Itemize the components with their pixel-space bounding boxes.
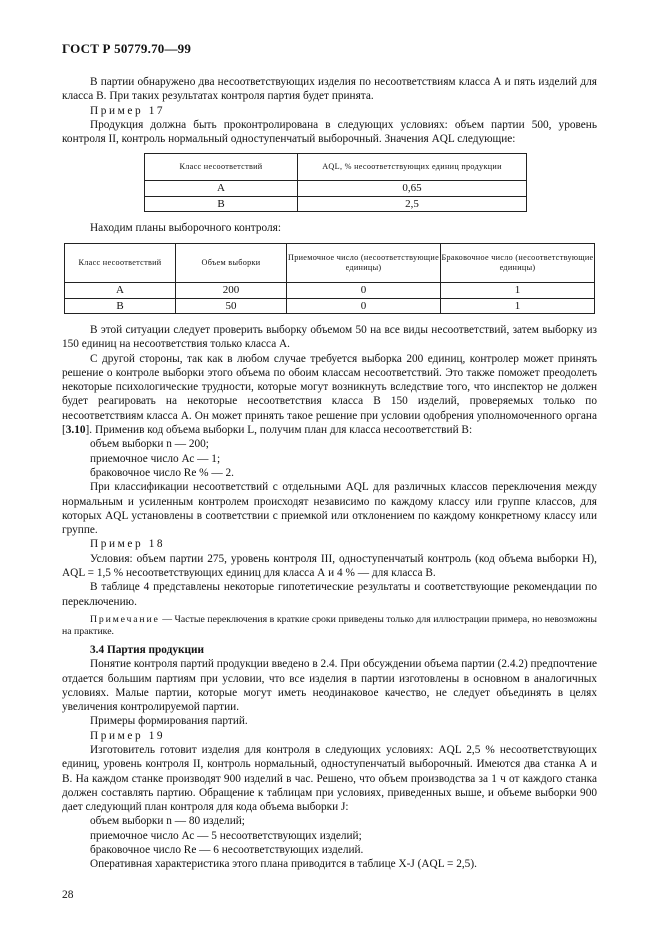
text-span: ]. Применив код объема выборки L, получим план для класса несоответствий В: xyxy=(85,424,473,437)
table-cell: 50 xyxy=(176,298,287,313)
example-heading: Пример 19 xyxy=(90,729,166,742)
example-heading: Пример 17 xyxy=(90,104,166,117)
table-cell: В xyxy=(145,196,298,211)
paragraph: В этой ситуации следует проверить выборку объемом 50 на все виды несоответствий, затем выборку из 150 единиц на несоответствия только класса А. xyxy=(62,323,597,351)
paragraph: Оперативная характеристика этого плана приводится в таблице X-J (AQL = 2,5). xyxy=(90,858,477,871)
table-cell: 0 xyxy=(287,298,441,313)
paragraph: При классификации несоответствий с отдельными AQL для различных классов переключения между нормальным и усиленным контролем происходят независимо по каждому классу или группе классов, для которых AQL установлены в соответствии с приемкой или отклонением по каждому конкретному классу или группе. xyxy=(62,481,597,537)
reference-link: 3.10 xyxy=(65,424,86,437)
paragraph: В таблице 4 представлены некоторые гипотетические результаты и соответствующие рекомендации по переключению. xyxy=(62,581,597,608)
paragraph: Условия: объем партии 275, уровень контроля III, одноступенчатый контроль (код объема выборки Н), AQL = 1,5 % несоответствующих единиц для класса А и 4 % — для класса В. xyxy=(62,552,597,580)
table-cell: А xyxy=(145,181,298,196)
list-item: приемочное число Ас — 5 несоответствующих изделий; xyxy=(90,829,362,842)
list-item: браковочное число Re — 6 несоответствующих изделий. xyxy=(90,844,364,857)
table-cell: В xyxy=(65,298,176,313)
paragraph: Находим планы выборочного контроля: xyxy=(90,222,281,235)
paragraph xyxy=(62,352,597,438)
table-header-cell: Браковочное число (несоответствующие единицы) xyxy=(441,244,595,283)
table-header-cell: Приемочное число (несоответствующие единицы) xyxy=(287,244,441,283)
sampling-plan-table xyxy=(64,243,595,314)
table-header-cell: Класс несоответствий xyxy=(145,154,298,181)
paragraph: Продукция должна быть проконтролирована в следующих условиях: объем партии 500, уровень контроля II, контроль нормальный одноступенчатый выборочный. Значения AQL следующие: xyxy=(62,118,597,146)
page-content xyxy=(62,75,597,872)
section-heading: 3.4 Партия продукции xyxy=(90,643,205,656)
table-row xyxy=(65,298,595,313)
table-header-cell: AQL, % несоответствующих единиц продукции xyxy=(298,154,527,181)
table-cell: 1 xyxy=(441,298,595,313)
list-item: объем выборки n — 200; xyxy=(90,438,209,451)
aql-table xyxy=(144,153,527,212)
paragraph: Понятие контроля партий продукции введено в 2.4. При обсуждении объема партии (2.4.2) предпочтение отдается большим партиям при условии, что все изделия в партии изготовлены в основном в аналогичных условиях. Малые партии, которые могут иметь неодинаковое качество, не следует объединять в целях увеличения контролируемой партии. xyxy=(62,658,597,714)
table-row xyxy=(145,181,527,196)
list-item: объем выборки n — 80 изделий; xyxy=(90,815,245,828)
example-heading: Пример 18 xyxy=(90,538,166,551)
page-number: 28 xyxy=(62,889,74,901)
table-row xyxy=(65,283,595,298)
paragraph: Изготовитель готовит изделия для контроля в следующих условиях: AQL 2,5 % несоответствующих единиц, уровень контроля II, контроль нормальный, одноступенчатый выборочный. Имеются два станка А и В. На каждом станке производят 900 изделий в час. Решено, что объем производства за 1 ч от каждого станка должен составлять партию. Обращение к таблицам при условиях, приведенных выше, и объеме выборки 900 дает следующий план контроля для кода объема выборки J: xyxy=(62,743,597,814)
table-cell: 2,5 xyxy=(298,196,527,211)
paragraph: Примеры формирования партий. xyxy=(90,715,248,728)
table-cell: 200 xyxy=(176,283,287,298)
table-cell: А xyxy=(65,283,176,298)
note-text: — Частые переключения в краткие сроки приведены только для иллюстрации примера, но невозможны на практике. xyxy=(62,613,597,638)
table-cell: 0,65 xyxy=(298,181,527,196)
list-item: приемочное число Ас — 1; xyxy=(90,452,221,465)
text-span: С другой стороны, так как в любом случае требуется выборка 200 единиц, контролер может принять решение о контроле выборки этого объема по обоим классам несоответствий. Это также поможет преодолеть некоторые психологические трудности, которые могут возникнуть вследствие того, что инспектор не должен будет реагировать на некоторые несоответствия класса В 150 изделий, проверяемых только по несоответствиям класса А. Он может принять такое решение при условии одобрения уполномоченного органа [ xyxy=(62,352,597,437)
table-row xyxy=(145,196,527,211)
table-cell: 1 xyxy=(441,283,595,298)
table-header-cell: Объем выборки xyxy=(176,244,287,283)
list-item: браковочное число Re % — 2. xyxy=(90,466,234,479)
document-header: ГОСТ Р 50779.70—99 xyxy=(62,41,192,56)
table-header-cell: Класс несоответствий xyxy=(65,244,176,283)
note xyxy=(62,614,597,639)
table-cell: 0 xyxy=(287,283,441,298)
note-label: Примечание xyxy=(90,613,160,625)
paragraph: В партии обнаружено два несоответствующих изделия по несоответствиям класса А и пять изделий для класса В. При таких результатах контроля партия будет принята. xyxy=(62,76,597,103)
